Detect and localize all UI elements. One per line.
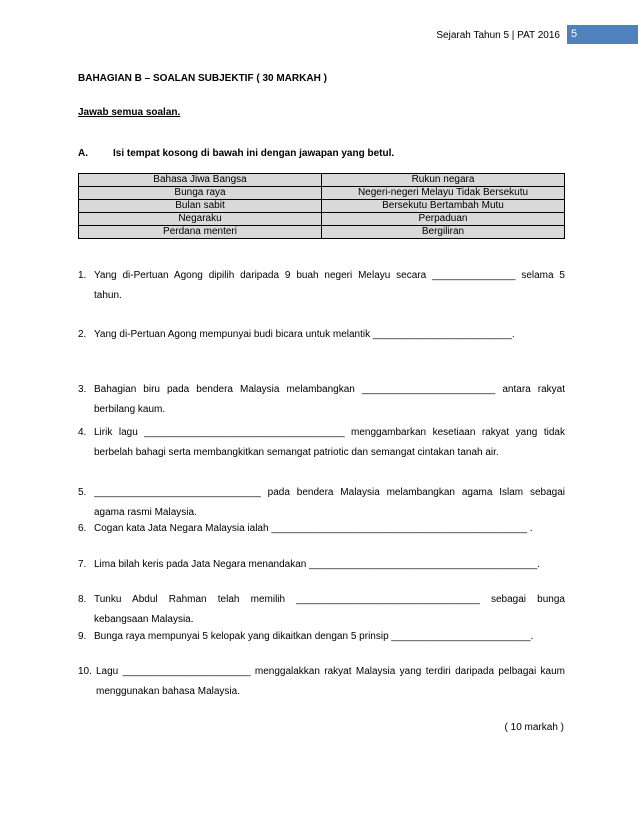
question-text-continued: tahun.	[94, 290, 122, 301]
word-bank-row	[79, 213, 565, 226]
question-number: 8.	[78, 594, 87, 605]
question-text: Bahagian biru pada bendera Malaysia melambangkan ________________________ antara rakyat	[94, 384, 565, 395]
word-bank-cell: Bahasa Jiwa Bangsa	[79, 174, 322, 187]
question-text-continued: berbelah bahagi serta membangkitkan semangat patriotic dan semangat cintakan tanah air.	[94, 447, 499, 458]
instruction: Jawab semua soalan.	[78, 107, 181, 118]
question-text: Cogan kata Jata Negara Malaysia ialah ______________________________________________ .	[94, 523, 533, 534]
question-text: Yang di-Pertuan Agong mempunyai budi bicara untuk melantik _________________________.	[94, 329, 515, 340]
question-text: ______________________________ pada bendera Malaysia melambangkan agama Islam sebagai	[94, 487, 565, 498]
word-bank-cell: Bergiliran	[322, 226, 565, 239]
question-number: 5.	[78, 487, 87, 498]
question-text-continued: berbilang kaum.	[94, 404, 166, 415]
question-number: 3.	[78, 384, 87, 395]
word-bank-cell: Perdana menteri	[79, 226, 322, 239]
word-bank-row	[79, 200, 565, 213]
word-bank-row	[79, 226, 565, 239]
section-title: BAHAGIAN B – SOALAN SUBJEKTIF ( 30 MARKAH )	[78, 73, 327, 84]
part-a-text: Isi tempat kosong di bawah ini dengan jawapan yang betul.	[113, 148, 395, 159]
question-text: Yang di-Pertuan Agong dipilih daripada 9 buah negeri Melayu secara _______________ selama 5	[94, 270, 565, 281]
question-number: 9.	[78, 631, 87, 642]
question-text: Lima bilah keris pada Jata Negara menandakan _________________________________________.	[94, 559, 540, 570]
question-number: 6.	[78, 523, 87, 534]
page-number: 5	[567, 25, 638, 44]
question-number: 2.	[78, 329, 87, 340]
question-number: 1.	[78, 270, 87, 281]
word-bank-cell: Rukun negara	[322, 174, 565, 187]
question-text-continued: kebangsaan Malaysia.	[94, 614, 194, 625]
question-number: 7.	[78, 559, 87, 570]
question-number: 10.	[78, 666, 92, 677]
question-text: Lagu _______________________ menggalakkan rakyat Malaysia yang terdiri daripada pelbagai kaum	[96, 666, 565, 677]
question-text: Tunku Abdul Rahman telah memilih _________________________________ sebagai bunga	[94, 594, 565, 605]
word-bank-table	[78, 173, 565, 239]
part-a-label: A.	[78, 148, 88, 159]
word-bank-cell: Negeri-negeri Melayu Tidak Bersekutu	[322, 187, 565, 200]
word-bank-cell: Bersekutu Bertambah Mutu	[322, 200, 565, 213]
word-bank-cell: Negaraku	[79, 213, 322, 226]
question-text-continued: menggunakan bahasa Malaysia.	[96, 686, 240, 697]
page-header: Sejarah Tahun 5 | PAT 2016	[436, 30, 560, 41]
word-bank-cell: Bunga raya	[79, 187, 322, 200]
word-bank-row	[79, 174, 565, 187]
word-bank-row	[79, 187, 565, 200]
question-text: Bunga raya mempunyai 5 kelopak yang dikaitkan dengan 5 prinsip _________________________.	[94, 631, 534, 642]
word-bank-cell: Perpaduan	[322, 213, 565, 226]
word-bank-cell: Bulan sabit	[79, 200, 322, 213]
question-number: 4.	[78, 427, 87, 438]
question-text-continued: agama rasmi Malaysia.	[94, 507, 197, 518]
question-text: Lirik lagu ____________________________________ menggambarkan kesetiaan rakyat yang tidak	[94, 427, 565, 438]
total-marks: ( 10 markah )	[504, 722, 564, 733]
